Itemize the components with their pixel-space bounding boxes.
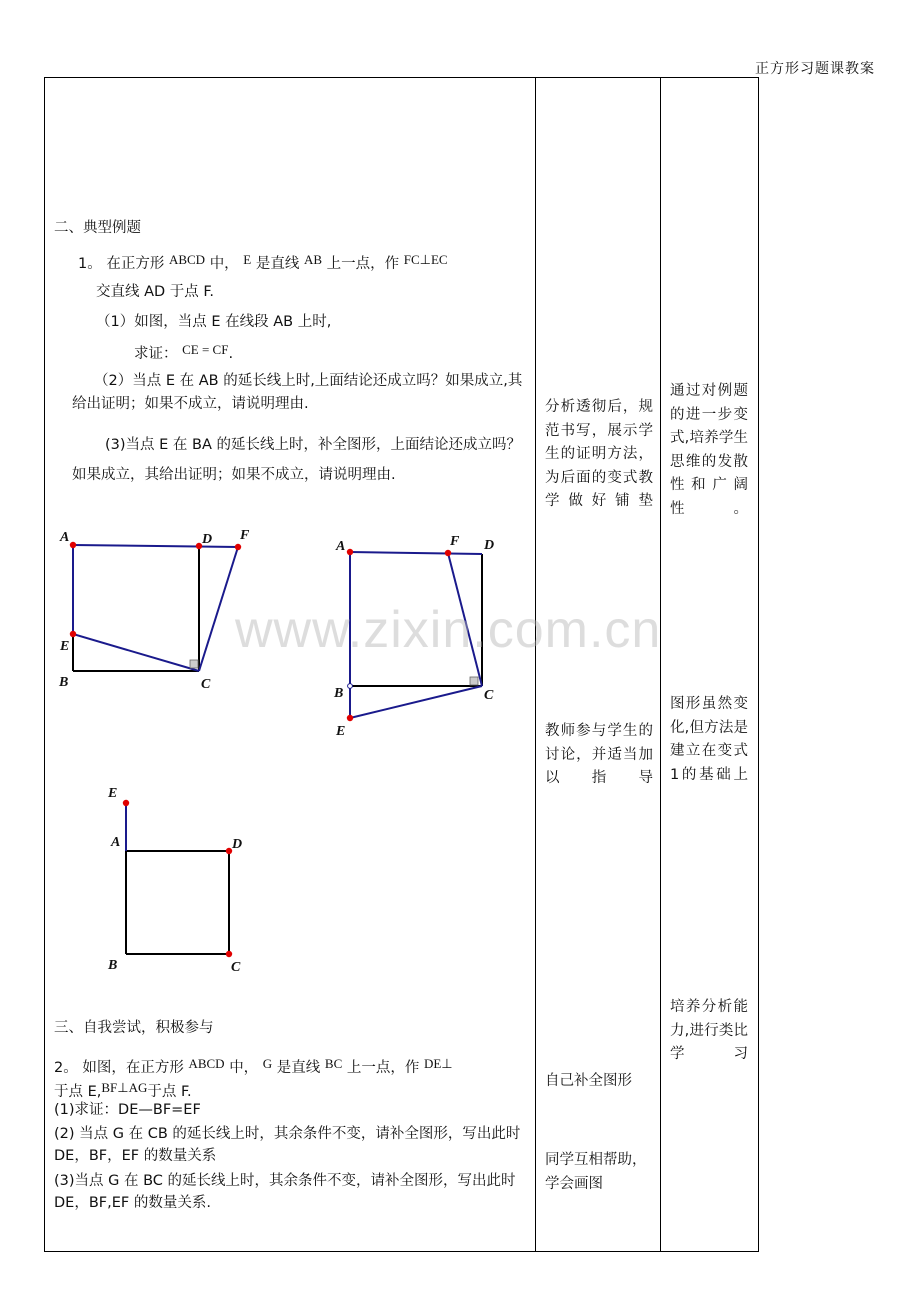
fig2-segment-ec: [350, 686, 482, 718]
fig2-label-f: F: [450, 534, 460, 549]
fig3-label-c: C: [231, 960, 241, 975]
problem2-perpendicular-de: DE⊥: [423, 1056, 453, 1071]
problem1-question2: （2）当点 E 在 AB 的延长线上时,上面结论还成立吗？如果成立,其给出证明；如果不成立，请说明理由.: [72, 373, 523, 412]
fig2-point-e: [347, 715, 353, 721]
page-header-title: 正方形习题课教案: [755, 61, 875, 77]
problem1-question3: (3)当点 E 在 BA 的延长线上时，补全图形，上面结论还成立吗？如果成立，其给出证明；如果不成立，请说明理由.: [72, 437, 522, 483]
fig2-label-c: C: [484, 688, 494, 703]
problem1-question1: （1）如图，当点 E 在线段 AB 上时,: [96, 314, 332, 330]
figure-1: [58, 528, 250, 692]
problem1-number: 1。 在正方形: [78, 256, 165, 272]
fig3-label-b: B: [108, 958, 118, 973]
fig2-point-b: [348, 684, 353, 689]
problem2-line-bc: BC: [324, 1056, 343, 1071]
fig1-segment-ec: [73, 634, 199, 671]
fig1-label-e: E: [60, 639, 70, 654]
fig3-label-e: E: [108, 786, 118, 801]
section2-heading: 二、典型例题: [54, 220, 141, 236]
problem2-question3: (3)当点 G 在 BC 的延长线上时，其余条件不变，请补全图形，写出此时 DE，BF,EF 的数量关系.: [54, 1173, 516, 1211]
problem1-text: 中，: [209, 256, 239, 272]
fig1-point-e: [70, 631, 76, 637]
fig3-label-a: A: [111, 835, 121, 850]
fig1-segment-cf: [199, 547, 238, 671]
fig1-label-a: A: [60, 530, 70, 545]
fig1-label-d: D: [202, 532, 213, 547]
figure-3: [107, 786, 242, 975]
problem1-square-label: ABCD: [168, 252, 206, 267]
section3-heading: 三、自我尝试，积极参与: [54, 1020, 214, 1036]
fig2-point-a: [347, 549, 353, 555]
problem2-point-g: G: [262, 1056, 273, 1071]
purpose-note-2: 图形虽然变化,但方法是建立在变式1的基础上: [670, 696, 748, 783]
problem1-continuation: 交直线 AD 于点 F.: [96, 284, 215, 300]
problem1-point-e: E: [243, 252, 252, 267]
fig1-label-b: B: [59, 675, 69, 690]
teaching-note-1: 分析透彻后，规范书写，展示学生的证明方法，为后面的变式教学做好铺垫: [545, 399, 653, 509]
fig2-side-ad: [350, 552, 482, 554]
purpose-note-1: 通过对例题的进一步变式,培养学生思维的发散性和广阔性。: [670, 383, 748, 517]
fig2-label-d: D: [484, 538, 495, 553]
problem2-text: 于点 F.: [147, 1084, 192, 1100]
prove-period: .: [228, 346, 234, 362]
problem2-continuation: [54, 1078, 192, 1102]
teaching-note-3: 自己补全图形: [545, 1073, 632, 1089]
fig1-point-f: [235, 544, 241, 550]
prove-equation: CE = CF: [182, 342, 229, 357]
fig3-point-e: [123, 800, 129, 806]
fig2-point-f: [445, 550, 451, 556]
problem2-text: 中，: [229, 1060, 259, 1076]
teaching-note-2: 教师参与学生的讨论，并适当加以指导: [545, 723, 653, 786]
fig1-point-a: [70, 542, 76, 548]
problem1-line-ab: AB: [303, 252, 323, 267]
problem1-text: 是直线: [255, 256, 300, 272]
fig1-right-angle-mark: [190, 660, 198, 668]
purpose-note-3: 培养分析能力,进行类比学习: [670, 999, 748, 1062]
fig1-label-c: C: [201, 677, 211, 692]
fig3-point-c: [226, 951, 232, 957]
problem2-text: 是直线: [276, 1060, 321, 1076]
fig3-label-d: D: [232, 837, 243, 852]
problem2-square-label: ABCD: [188, 1056, 225, 1071]
fig1-label-f: F: [240, 528, 250, 543]
problem2-perpendicular-bf: BF⊥AG: [101, 1080, 148, 1095]
problem2-question2: (2) 当点 G 在 CB 的延长线上时，其余条件不变，请补全图形，写出此时 DE，BF，EF 的数量关系: [54, 1126, 521, 1164]
watermark-text: www.zixin.com.cn: [235, 601, 662, 659]
problem2-text: 于点 E,: [54, 1084, 102, 1100]
problem2-question1: (1)求证：DE—BF=EF: [54, 1102, 201, 1118]
fig2-right-angle-mark: [470, 677, 478, 685]
fig2-label-e: E: [336, 724, 346, 739]
prove-label: 求证：: [134, 346, 178, 362]
problem1-perpendicular: FC⊥EC: [403, 252, 448, 267]
teaching-note-4: 同学互相帮助，学会画图: [545, 1152, 647, 1192]
problem2-statement: [54, 1054, 453, 1078]
fig2-label-b: B: [334, 686, 344, 701]
fig2-label-a: A: [336, 539, 346, 554]
fig1-segment-af: [73, 545, 238, 547]
problem2-text: 上一点，作: [346, 1060, 420, 1076]
problem2-number: 2。 如图，在正方形: [54, 1060, 184, 1076]
problem1-text: 上一点，作: [326, 256, 400, 272]
